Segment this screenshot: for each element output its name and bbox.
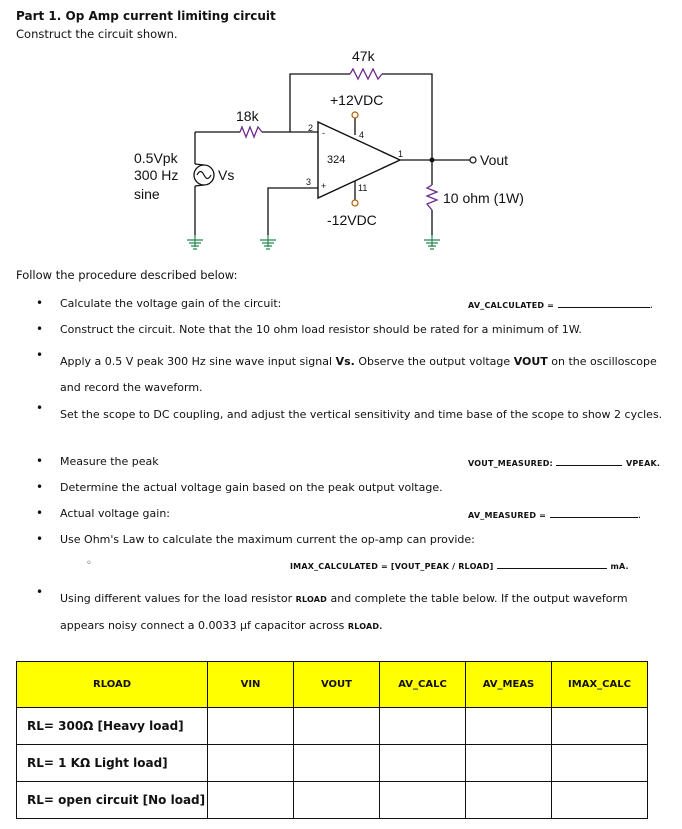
step-apply-input: Apply a 0.5 V peak 300 Hz sine wave input signal Vs. Observe the output voltage VOUT on the oscilloscope and record the waveform. [60, 355, 657, 394]
bullet: • [36, 322, 44, 336]
step-scope-setup: Set the scope to DC coupling, and adjust the vertical sensitivity and time base of the scope to show 2 cycles. [60, 408, 663, 421]
vplus-terminal [352, 112, 358, 118]
av-measured-field: AV_MEASURED = . [468, 508, 642, 521]
step-actual-gain: Determine the actual voltage gain based on the peak output voltage. [60, 481, 443, 494]
bullet: • [36, 585, 44, 599]
cell[interactable] [294, 745, 380, 782]
step-different-loads: Using different values for the load resistor RLOAD and complete the table below. If the output waveform appears noisy connect a 0.0033 µf capacitor across RLOAD. [60, 592, 628, 632]
bullet: • [36, 454, 44, 468]
source-wave-label: sine [134, 186, 160, 202]
bullet: • [36, 348, 44, 362]
pin-plus-label: + [321, 181, 327, 191]
pin-2-label: 2 [308, 123, 314, 133]
av-calc-field: AV_CALCULATED = . [468, 298, 654, 311]
opamp-label: 324 [327, 154, 346, 166]
cell[interactable] [552, 782, 648, 819]
procedure-heading: Follow the procedure described below: [16, 268, 238, 282]
imax-field: IMAX_CALCULATED = [VOUT_PEAK / RLOAD] mA. [290, 562, 629, 571]
bullet: • [36, 532, 44, 546]
cell[interactable] [380, 708, 466, 745]
col-av-calc: AV_CALC [380, 662, 466, 708]
cell[interactable] [294, 708, 380, 745]
bullet: • [36, 401, 44, 415]
cell[interactable] [466, 745, 552, 782]
source-amplitude-label: 0.5Vpk [134, 150, 178, 166]
page-subtitle: Construct the circuit shown. [16, 27, 178, 41]
step-calc-gain: Calculate the voltage gain of the circuit: [60, 297, 282, 310]
ground-icon [424, 235, 440, 249]
step-ohms-law: Use Ohm's Law to calculate the maximum current the op-amp can provide: [60, 533, 475, 546]
cell[interactable] [552, 745, 648, 782]
table-row [17, 782, 648, 819]
noninv-wire [268, 188, 318, 235]
col-av-meas: AV_MEAS [466, 662, 552, 708]
bullet: • [36, 480, 44, 494]
ground-icon [187, 235, 203, 249]
vout-terminal [470, 157, 476, 163]
col-imax-calc: IMAX_CALC [552, 662, 648, 708]
pin-minus-label: - [322, 128, 325, 138]
resistor-47k [350, 69, 382, 79]
row-rload: RL= 300Ω [Heavy load] [17, 708, 208, 745]
pin-1-label: 1 [398, 149, 404, 159]
resistor-18k [240, 127, 262, 137]
resistor-load [427, 185, 437, 210]
feedback-wire-right [382, 74, 432, 160]
col-rload: RLOAD [17, 662, 208, 708]
vplus-label: +12VDC [330, 92, 384, 108]
cell[interactable] [294, 782, 380, 819]
cell[interactable] [380, 745, 466, 782]
page-title: Part 1. Op Amp current limiting circuit [16, 9, 276, 23]
r-feedback-label: 47k [352, 48, 375, 64]
vout-measured-field: VOUT_MEASURED: VPEAK. [468, 459, 661, 468]
source-name-label: Vs [218, 167, 235, 183]
cell[interactable] [380, 782, 466, 819]
results-table [16, 661, 648, 819]
bullet: • [36, 296, 44, 310]
col-vin: VIN [208, 662, 294, 708]
step-actual-gain-value: Actual voltage gain: [60, 507, 171, 520]
av-measured-blank[interactable] [550, 517, 638, 518]
imax-blank[interactable] [497, 568, 607, 569]
step-measure-peak: Measure the peak [60, 455, 159, 468]
col-vout: VOUT [294, 662, 380, 708]
vout-measured-blank[interactable] [556, 465, 622, 466]
ground-icon [260, 235, 276, 249]
step-construct: Construct the circuit. Note that the 10 ohm load resistor should be rated for a minimum of 1W. [60, 323, 582, 336]
sub-bullet: ◦ [86, 558, 92, 569]
cell[interactable] [466, 782, 552, 819]
vminus-label: -12VDC [327, 212, 377, 228]
table-row [17, 745, 648, 782]
row-rload: RL= 1 KΩ Light load] [17, 745, 208, 782]
load-resistor-label: 10 ohm (1W) [443, 190, 524, 206]
cell[interactable] [466, 708, 552, 745]
table-row [17, 708, 648, 745]
cell[interactable] [208, 745, 294, 782]
row-rload: RL= open circuit [No load] [17, 782, 208, 819]
bullet: • [36, 506, 44, 520]
r-input-label: 18k [236, 108, 259, 124]
cell[interactable] [208, 708, 294, 745]
pin-3-label: 3 [306, 177, 312, 187]
cell[interactable] [208, 782, 294, 819]
table-header-row [17, 662, 648, 708]
source-frequency-label: 300 Hz [134, 167, 179, 183]
vminus-terminal [352, 200, 358, 206]
vout-label: Vout [480, 152, 509, 168]
junction-dot [430, 158, 435, 163]
pin-11-label: 11 [358, 183, 368, 193]
cell[interactable] [552, 708, 648, 745]
pin-4-label: 4 [359, 130, 365, 140]
av-calc-blank[interactable] [558, 307, 650, 308]
